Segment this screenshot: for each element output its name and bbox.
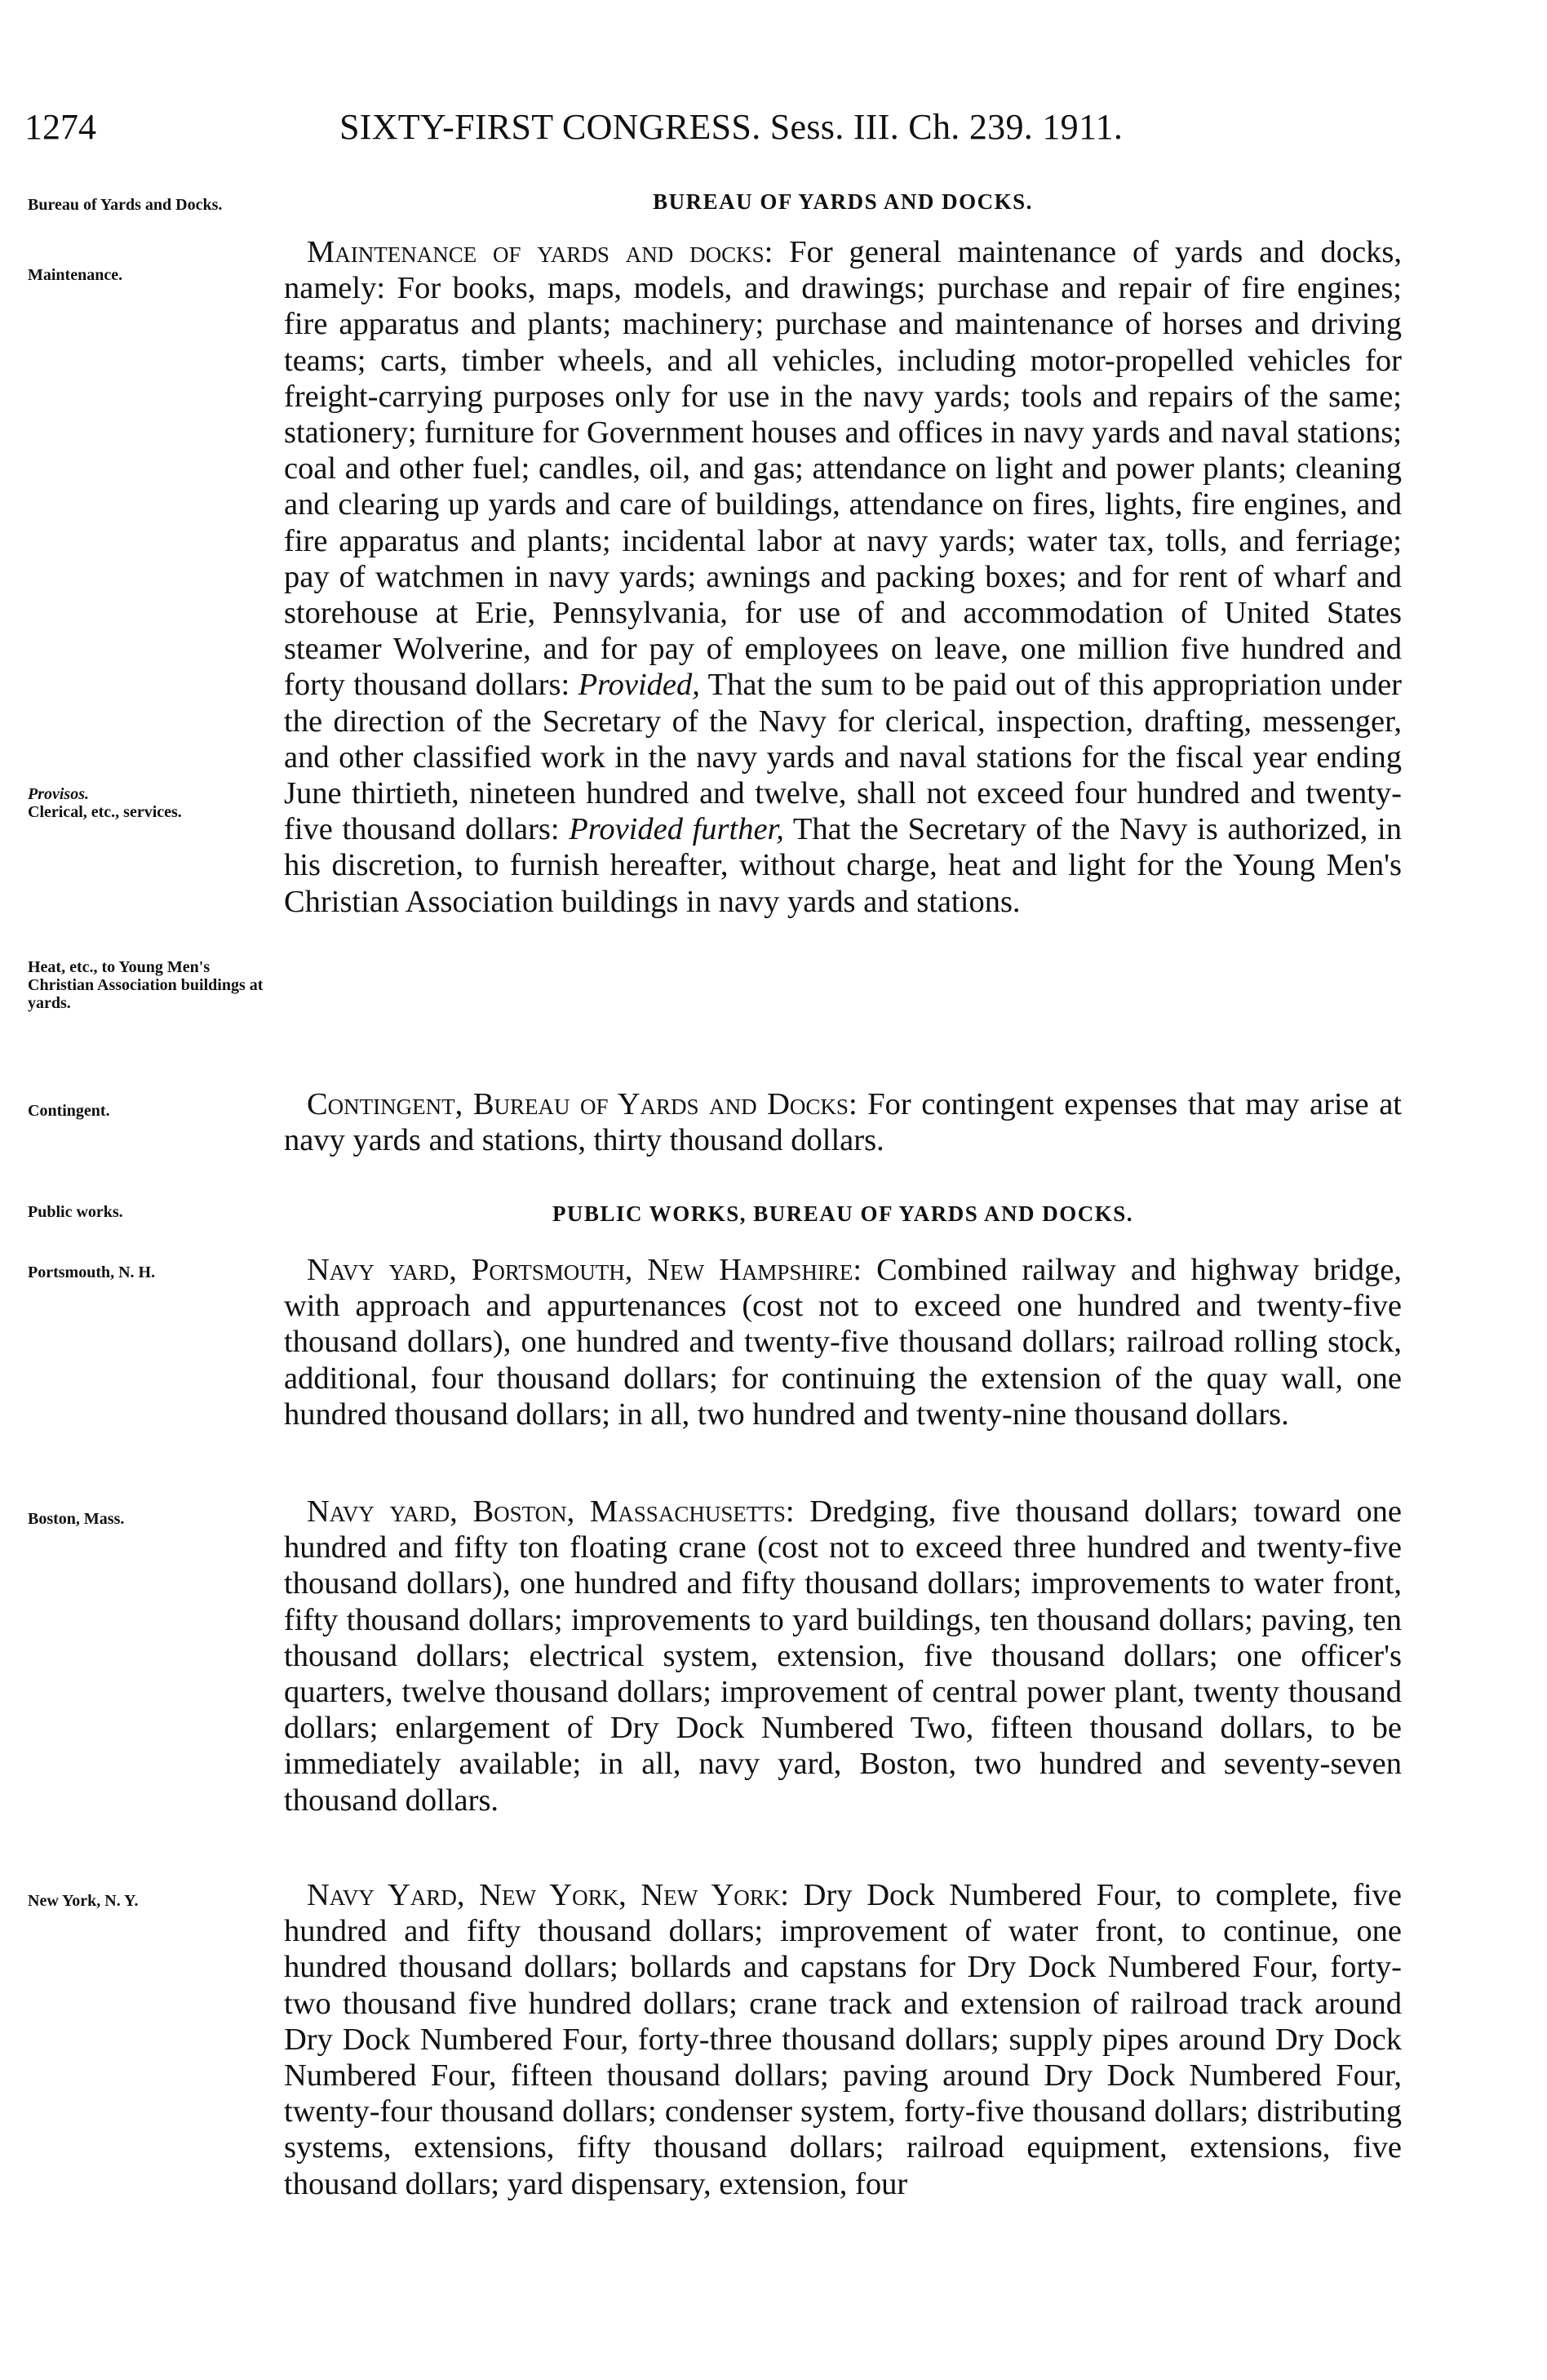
margin-note-portsmouth: Portsmouth, N. H. — [28, 1263, 156, 1281]
margin-note-heat: Heat, etc., to Young Men's Christian Association buildings at yards. — [28, 958, 264, 1012]
paragraph-contingent — [284, 1086, 1402, 1158]
margin-note-clerical: Clerical, etc., services. — [28, 803, 182, 821]
margin-note-provisos: Provisos. — [28, 785, 89, 803]
lead-maintenance: Maintenance of yards and docks — [307, 235, 765, 269]
margin-note-new-york: New York, N. Y. — [28, 1892, 139, 1910]
section-heading-bureau: BUREAU OF YARDS AND DOCKS. — [653, 189, 1033, 214]
lead-contingent: Contingent, Bureau of Yards and Docks — [307, 1087, 849, 1121]
paragraph-boston — [284, 1494, 1402, 1818]
running-title: SIXTY-FIRST CONGRESS. Sess. III. Ch. 239. 1911. — [339, 107, 1124, 147]
maintenance-text-3: That the Secretary of the Navy is authorized, in his discretion, to furnish hereafter, without charge, heat and light for the Young Men's Christian Association buildings in navy yards and stations. — [284, 812, 1403, 919]
boston-text: : Dredging, five thousand dollars; toward one hundred and fifty ton floating crane (cost not to exceed three hundred and twenty-five thousand dollars), one hundred and fifty thousand dollars; improvements to water front, fifty thousand dollars; improvements to yard buildings, ten thousand dollars; paving, ten thousand dollars; electrical system, extension, five thousand dollars; one officer's quarters, twelve thousand dollars; improvement of central power plant, twenty thousand dollars; enlargement of Dry Dock Numbered Two, fifteen thousand dollars, to be immediately available; in all, navy yard, Boston, two hundred and seventy-seven thousand dollars. — [284, 1494, 1402, 1818]
paragraph-new-york — [284, 1877, 1402, 2202]
margin-note-bureau: Bureau of Yards and Docks. — [28, 196, 223, 214]
lead-new-york: Navy Yard, New York, New York — [307, 1878, 781, 1912]
proviso-2: Provided further, — [569, 812, 784, 847]
proviso-1: Provided, — [578, 668, 700, 703]
lead-boston: Navy yard, Boston, Massachusetts — [307, 1494, 786, 1529]
portsmouth-text: : Combined railway and highway bridge, with approach and appurtenances (cost not to exceed one hundred and twenty-five thousand dollars), one hundred and twenty-five thousand dollars; railroad rolling stock, additional, four thousand dollars; for continuing the extension of the quay wall, one hundred thousand dollars; in all, two hundred and twenty-nine thousand dollars. — [284, 1253, 1402, 1432]
margin-note-contingent: Contingent. — [28, 1102, 110, 1120]
maintenance-text-2: That the sum to be paid out of this appropriation under the direction of the Secretary of the Navy for clerical, inspection, drafting, messenger, and other classified work in the navy yards and naval stations for the fiscal year ending June thirtieth, nineteen hundred and twelve, shall not exceed four hundred and twenty-five thousand dollars: — [284, 668, 1402, 847]
contingent-text: : For contingent expenses that may arise at navy yards and stations, thirty thousand dollars. — [284, 1087, 1402, 1158]
paragraph-portsmouth — [284, 1252, 1402, 1432]
margin-note-public-works: Public works. — [28, 1203, 123, 1221]
margin-note-maintenance: Maintenance. — [28, 266, 123, 284]
section-heading-public-works: PUBLIC WORKS, BUREAU OF YARDS AND DOCKS. — [552, 1201, 1134, 1226]
lead-portsmouth: Navy yard, Portsmouth, New Hampshire — [307, 1253, 853, 1287]
new-york-text: : Dry Dock Numbered Four, to complete, five hundred and fifty thousand dollars; improvement of water front, to continue, one hundred thousand dollars; bollards and capstans for Dry Dock Numbered Four, forty-two thousand five hundred dollars; crane track and extension of railroad track around Dry Dock Numbered Four, forty-three thousand dollars; supply pipes around Dry Dock Numbered Four, fifteen thousand dollars; paving around Dry Dock Numbered Four, twenty-four thousand dollars; condenser system, forty-five thousand dollars; distributing systems, extensions, fifty thousand dollars; railroad equipment, extensions, five thousand dollars; yard dispensary, extension, four — [284, 1878, 1402, 2201]
margin-note-boston: Boston, Mass. — [28, 1510, 125, 1528]
page-number: 1274 — [24, 107, 96, 147]
maintenance-text-1: : For general maintenance of yards and docks, namely: For books, maps, models, and drawings; purchase and repair of fire engines; fire apparatus and plants; machinery; purchase and maintenance of horses and driving teams; carts, timber wheels, and all vehicles, including motor-propelled vehicles for freight-carrying purposes only for use in the navy yards; tools and repairs of the same; stationery; furniture for Government houses and offices in navy yards and naval stations; coal and other fuel; candles, oil, and gas; attendance on light and power plants; cleaning and clearing up yards and care of buildings, attendance on fires, lights, fire engines, and fire apparatus and plants; incidental labor at navy yards; water tax, tolls, and ferriage; pay of watchmen in navy yards; awnings and packing boxes; and for rent of wharf and storehouse at Erie, Pennsylvania, for use of and accommodation of United States steamer Wolverine, and for pay of employees on leave, one million five hundred and forty thousand dollars: — [284, 235, 1402, 703]
paragraph-maintenance — [284, 234, 1402, 920]
